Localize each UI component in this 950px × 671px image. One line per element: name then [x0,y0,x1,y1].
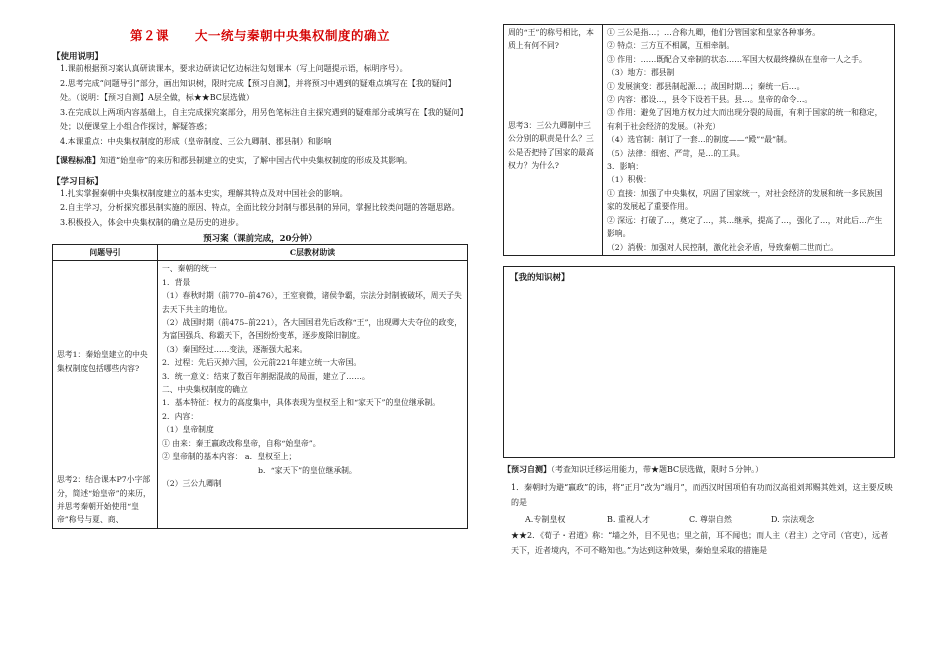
reading-line: 2．内容： [162,411,199,421]
reading-line: ① 发展演变：郡县制起源…；战国时期…；秦统一后…。 [607,81,805,91]
question-2-continued: 周的“王”的称号相比，本质上有何不同? [508,28,594,51]
reading-line: ① 三公是指…；…合称九卿，他们分管国家和皇家各种事务。 [607,28,820,37]
knowledge-tree-heading: 【我的知识树】 [510,272,570,283]
selftest-question-2: ★★2．《荀子・君道》称：“墙之外，目不见也；里之前，耳不闻也；而人主（君主）之守司（官吏），远者天下，近者境内，不可不略知也。”为达到这种效果，秦始皇采取的措施是 [511,531,889,555]
reading-cell-continued [603,25,895,256]
reading-line: 3．统一意义：结束了数百年割据混战的局面，建立了……。 [162,371,370,381]
option-d[interactable]: D. 宗法观念 [771,515,815,525]
selftest-header [503,462,895,478]
goal-item-3: 3.积极投入，体会中央集权制的确立是历史的进步。 [60,217,244,227]
reading-line: 2．过程：先后灭掉六国，公元前221年建立统一大帝国。 [162,358,362,368]
usage-item-4: 4.本课重点：中央集权制度的形成（皇帝制度、三公九卿制、郡县制）和影响 [60,136,332,146]
reading-line: ① 由来：秦王嬴政改称皇帝，自称“始皇帝”。 [162,438,321,448]
usage-item-2: 2.思考完成“问题导引”部分，画出知识树，限时完成【预习自测】，并将预习中遇到的疑难点填写在【我的疑问】处。（说明：【预习自测】A层全做，标★★BC层选做） [60,78,456,102]
option-b[interactable]: B. 重视人才 [607,515,650,525]
preview-heading: 预习案（课前完成，20分钟） [203,234,317,244]
lesson-name: 大一统与秦朝中央集权制度的确立 [195,28,391,43]
goals-heading: 【学习目标】 [52,176,104,187]
reading-line: ① 直接：加强了中央集权，巩固了国家统一，对社会经济的发展和统一多民族国家的发展起了重要作用。 [607,188,883,212]
continued-table [503,24,895,256]
reading-line: ② 内容：郡设…，县令下设若干县。县…。皇帝的命令…。 [607,95,813,105]
reading-line: （2）消极：加强对人民控制，激化社会矛盾，导致秦朝二世而亡。 [607,242,839,252]
standard-text: 知道“始皇帝”的来历和郡县制建立的史实，了解中国古代中央集权制度的形成及其影响。 [100,156,413,165]
usage-heading: 【使用说明】 [52,52,104,62]
reading-line: （1）春秋时期（前770–前476），王室衰微，诸侯争霸，宗法分封制被破坏，周天子失去天下共主的地位。 [162,291,462,314]
reading-line: 1．背景 [162,277,191,287]
reading-line: 1．基本特征：权力的高度集中，具体表现为皇权至上和“家天下”的皇位继承制。 [162,398,441,408]
reading-line: （3）地方：郡县制 [607,68,675,78]
reading-line: （2）三公九卿制 [162,478,222,488]
reading-line: （3）秦国经过……变法，逐渐强大起来。 [162,344,308,354]
reading-line: （1）皇帝制度 [162,425,214,435]
reading-cell [158,261,468,528]
reading-line: b．“家天下”的皇位继承制。 [258,465,357,475]
standard-heading: 【课程标准】 [52,155,100,165]
question-1-options [503,514,895,525]
goal-item-1: 1.扎实掌握秦朝中央集权制度建立的基本史实，理解其特点及对中国社会的影响。 [60,188,348,198]
reading-line: （5）法律：细密、严苛，是…的工具。 [607,148,745,158]
option-a[interactable]: A.专制皇权 [525,515,566,525]
goal-item-2: 2.自主学习，分析探究郡县制实施的原因、特点，全面比较分封制与郡县制的异同，掌握比较类问题的答题思路。 [60,203,460,212]
reading-line: ② 特点：三方互不相属，互相牵制。 [607,41,735,51]
right-column [503,0,895,558]
col-header-guide: 问题导引 [53,245,158,261]
question-cell [53,261,158,528]
reading-line: 二、中央集权制度的确立 [162,385,248,395]
page-title [52,26,468,44]
lesson-number: 第２课 [129,28,169,43]
reading-line: ② 深远：打破了…，奠定了…，其…继承，提高了…，强化了…，对此后…产生影响。 [607,215,883,239]
reading-line: 一、秦朝的统一 [162,264,217,274]
selftest-heading: 【预习自测】 [503,463,551,474]
selftest-note: （考查知识迁移运用能力，带★题BC层选做，限时５分钟。） [551,464,764,474]
reading-line: ③ 作用：避免了因地方权力过大而出现分裂的局面，有利于国家的统一和稳定，有利于社会经济的发展。（补充） [607,108,883,131]
option-c[interactable]: C. 尊崇自然 [689,515,732,525]
standard-block [52,153,468,169]
question-3: 思考3：三公九卿制中三公分别的职责是什么？三公是否把持了国家的最高权力？为什么? [508,120,594,171]
question-cell-continued [504,25,603,256]
preview-table [52,244,468,529]
reading-line: ③ 作用：……既配合又牵制的状态……军国大权最终操纵在皇帝一人之手。 [607,54,867,64]
selftest-question-1: 1．秦朝时为避“嬴政”的讳，将“正月”改为“端月”，而西汉时国项伯有功而汉高祖刘邦赐其姓刘，这主要反映的是 [511,483,893,507]
usage-item-1: 1.课前根据预习案认真研读课本，要求边研读记忆边标注勾划课本（写上问题提示语，标明序号）。 [60,64,408,73]
knowledge-tree-box[interactable] [503,266,895,458]
reading-line: 3．影响： [607,162,644,172]
col-header-reading: C层教材助读 [158,245,468,261]
usage-item-3: 3.在完成以上两项内容基础上，自主完成探究案部分，用另色笔标注自主探究遇到的疑难部分或填写在【我的疑问】处；以便课堂上小组合作探讨，解疑答惑； [60,107,468,131]
reading-line: （1）积极： [607,175,651,185]
question-1: 思考1：秦始皇建立的中央集权制度包括哪些内容? [57,350,148,373]
reading-line: （2）战国时期（前475–前221），各大国国君先后改称“王”，出现卿大夫夺位的政变，为富国强兵、称霸天下，各国纷纷变革，逐步废除旧制度。 [162,318,462,341]
left-column [52,0,468,529]
question-2: 思考2：结合课本P7小字部分，简述“始皇帝”的来历，并思考秦朝开始使用“皇帝”称号与夏、商、 [57,475,151,525]
reading-line: ② 皇帝制的基本内容： a．皇权至上； [162,452,297,462]
reading-line: （4）选官制：制订了一套…的制度——“殿”“最”制。 [607,135,792,145]
